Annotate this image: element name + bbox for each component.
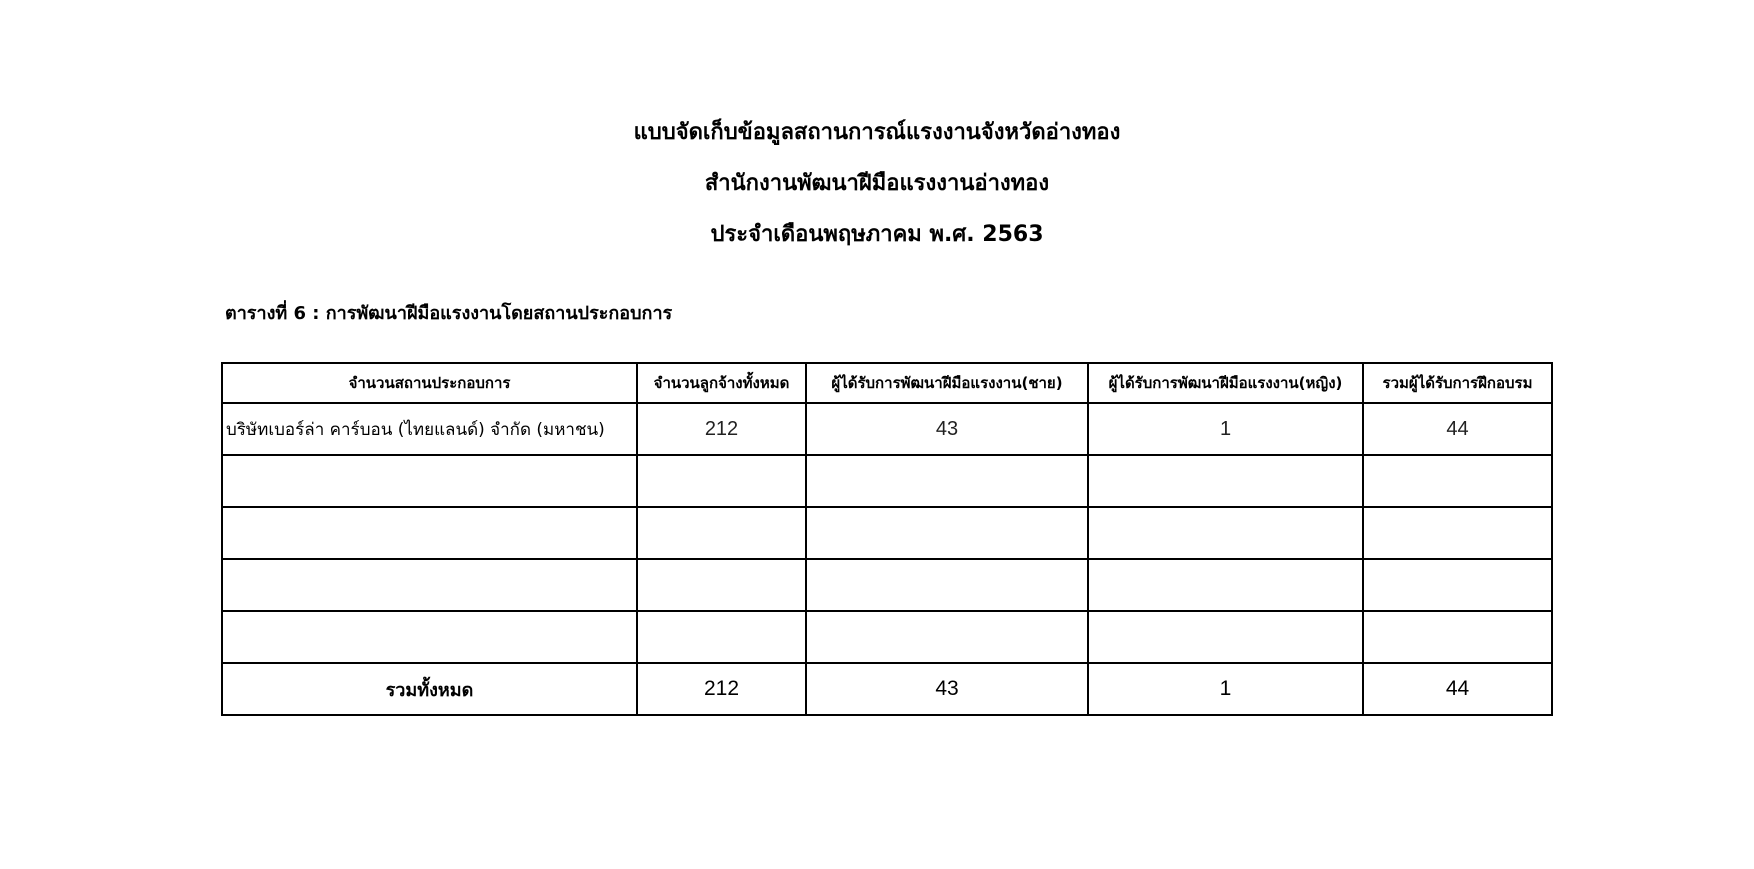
- establishment-name-cell: [222, 507, 637, 559]
- table-row: [222, 403, 1552, 455]
- trained-total-cell: [1363, 455, 1552, 507]
- total-label-cell: รวมทั้งหมด: [222, 663, 637, 715]
- trained-total-cell: 44: [1363, 403, 1552, 455]
- table-header-row: [222, 363, 1552, 403]
- column-header-total-employees: จำนวนลูกจ้างทั้งหมด: [637, 363, 806, 403]
- trained-female-cell: [1088, 455, 1363, 507]
- establishment-name-cell: บริษัทเบอร์ล่า คาร์บอน (ไทยแลนด์) จำกัด (มหาชน): [222, 403, 637, 455]
- trained-total-cell: [1363, 507, 1552, 559]
- trained-male-cell: [806, 559, 1088, 611]
- table-row: [222, 455, 1552, 507]
- trained-female-sum: 1: [1088, 663, 1363, 715]
- column-header-trained-male: ผู้ได้รับการพัฒนาฝีมือแรงงาน(ชาย): [806, 363, 1088, 403]
- table-row: [222, 611, 1552, 663]
- column-header-establishment: จำนวนสถานประกอบการ: [222, 363, 637, 403]
- total-employees-cell: [637, 507, 806, 559]
- skill-development-table: [221, 362, 1553, 716]
- document-title: แบบจัดเก็บข้อมูลสถานการณ์แรงงานจังหวัดอ่างทอง: [633, 120, 1121, 145]
- establishment-name-cell: [222, 455, 637, 507]
- total-employees-sum: 212: [637, 663, 806, 715]
- total-employees-cell: [637, 559, 806, 611]
- total-row: [222, 663, 1552, 715]
- report-period: ประจำเดือนพฤษภาคม พ.ศ. 2563: [710, 222, 1044, 247]
- table-row: [222, 507, 1552, 559]
- office-name: สำนักงานพัฒนาฝีมือแรงงานอ่างทอง: [704, 171, 1050, 196]
- trained-total-sum: 44: [1363, 663, 1552, 715]
- trained-male-sum: 43: [806, 663, 1088, 715]
- trained-total-cell: [1363, 559, 1552, 611]
- trained-female-cell: [1088, 507, 1363, 559]
- trained-male-cell: 43: [806, 403, 1088, 455]
- total-employees-cell: [637, 611, 806, 663]
- column-header-trained-total: รวมผู้ได้รับการฝึกอบรม: [1363, 363, 1552, 403]
- column-header-trained-female: ผู้ได้รับการพัฒนาฝีมือแรงงาน(หญิง): [1088, 363, 1363, 403]
- total-employees-cell: [637, 455, 806, 507]
- trained-female-cell: [1088, 559, 1363, 611]
- trained-male-cell: [806, 455, 1088, 507]
- establishment-name-cell: [222, 611, 637, 663]
- trained-female-cell: 1: [1088, 403, 1363, 455]
- trained-total-cell: [1363, 611, 1552, 663]
- document-header: [0, 118, 1754, 271]
- table-row: [222, 559, 1552, 611]
- establishment-name-cell: [222, 559, 637, 611]
- trained-male-cell: [806, 507, 1088, 559]
- table-caption: ตารางที่ 6 : การพัฒนาฝีมือแรงงานโดยสถานประกอบการ: [225, 303, 673, 324]
- trained-male-cell: [806, 611, 1088, 663]
- total-employees-cell: 212: [637, 403, 806, 455]
- trained-female-cell: [1088, 611, 1363, 663]
